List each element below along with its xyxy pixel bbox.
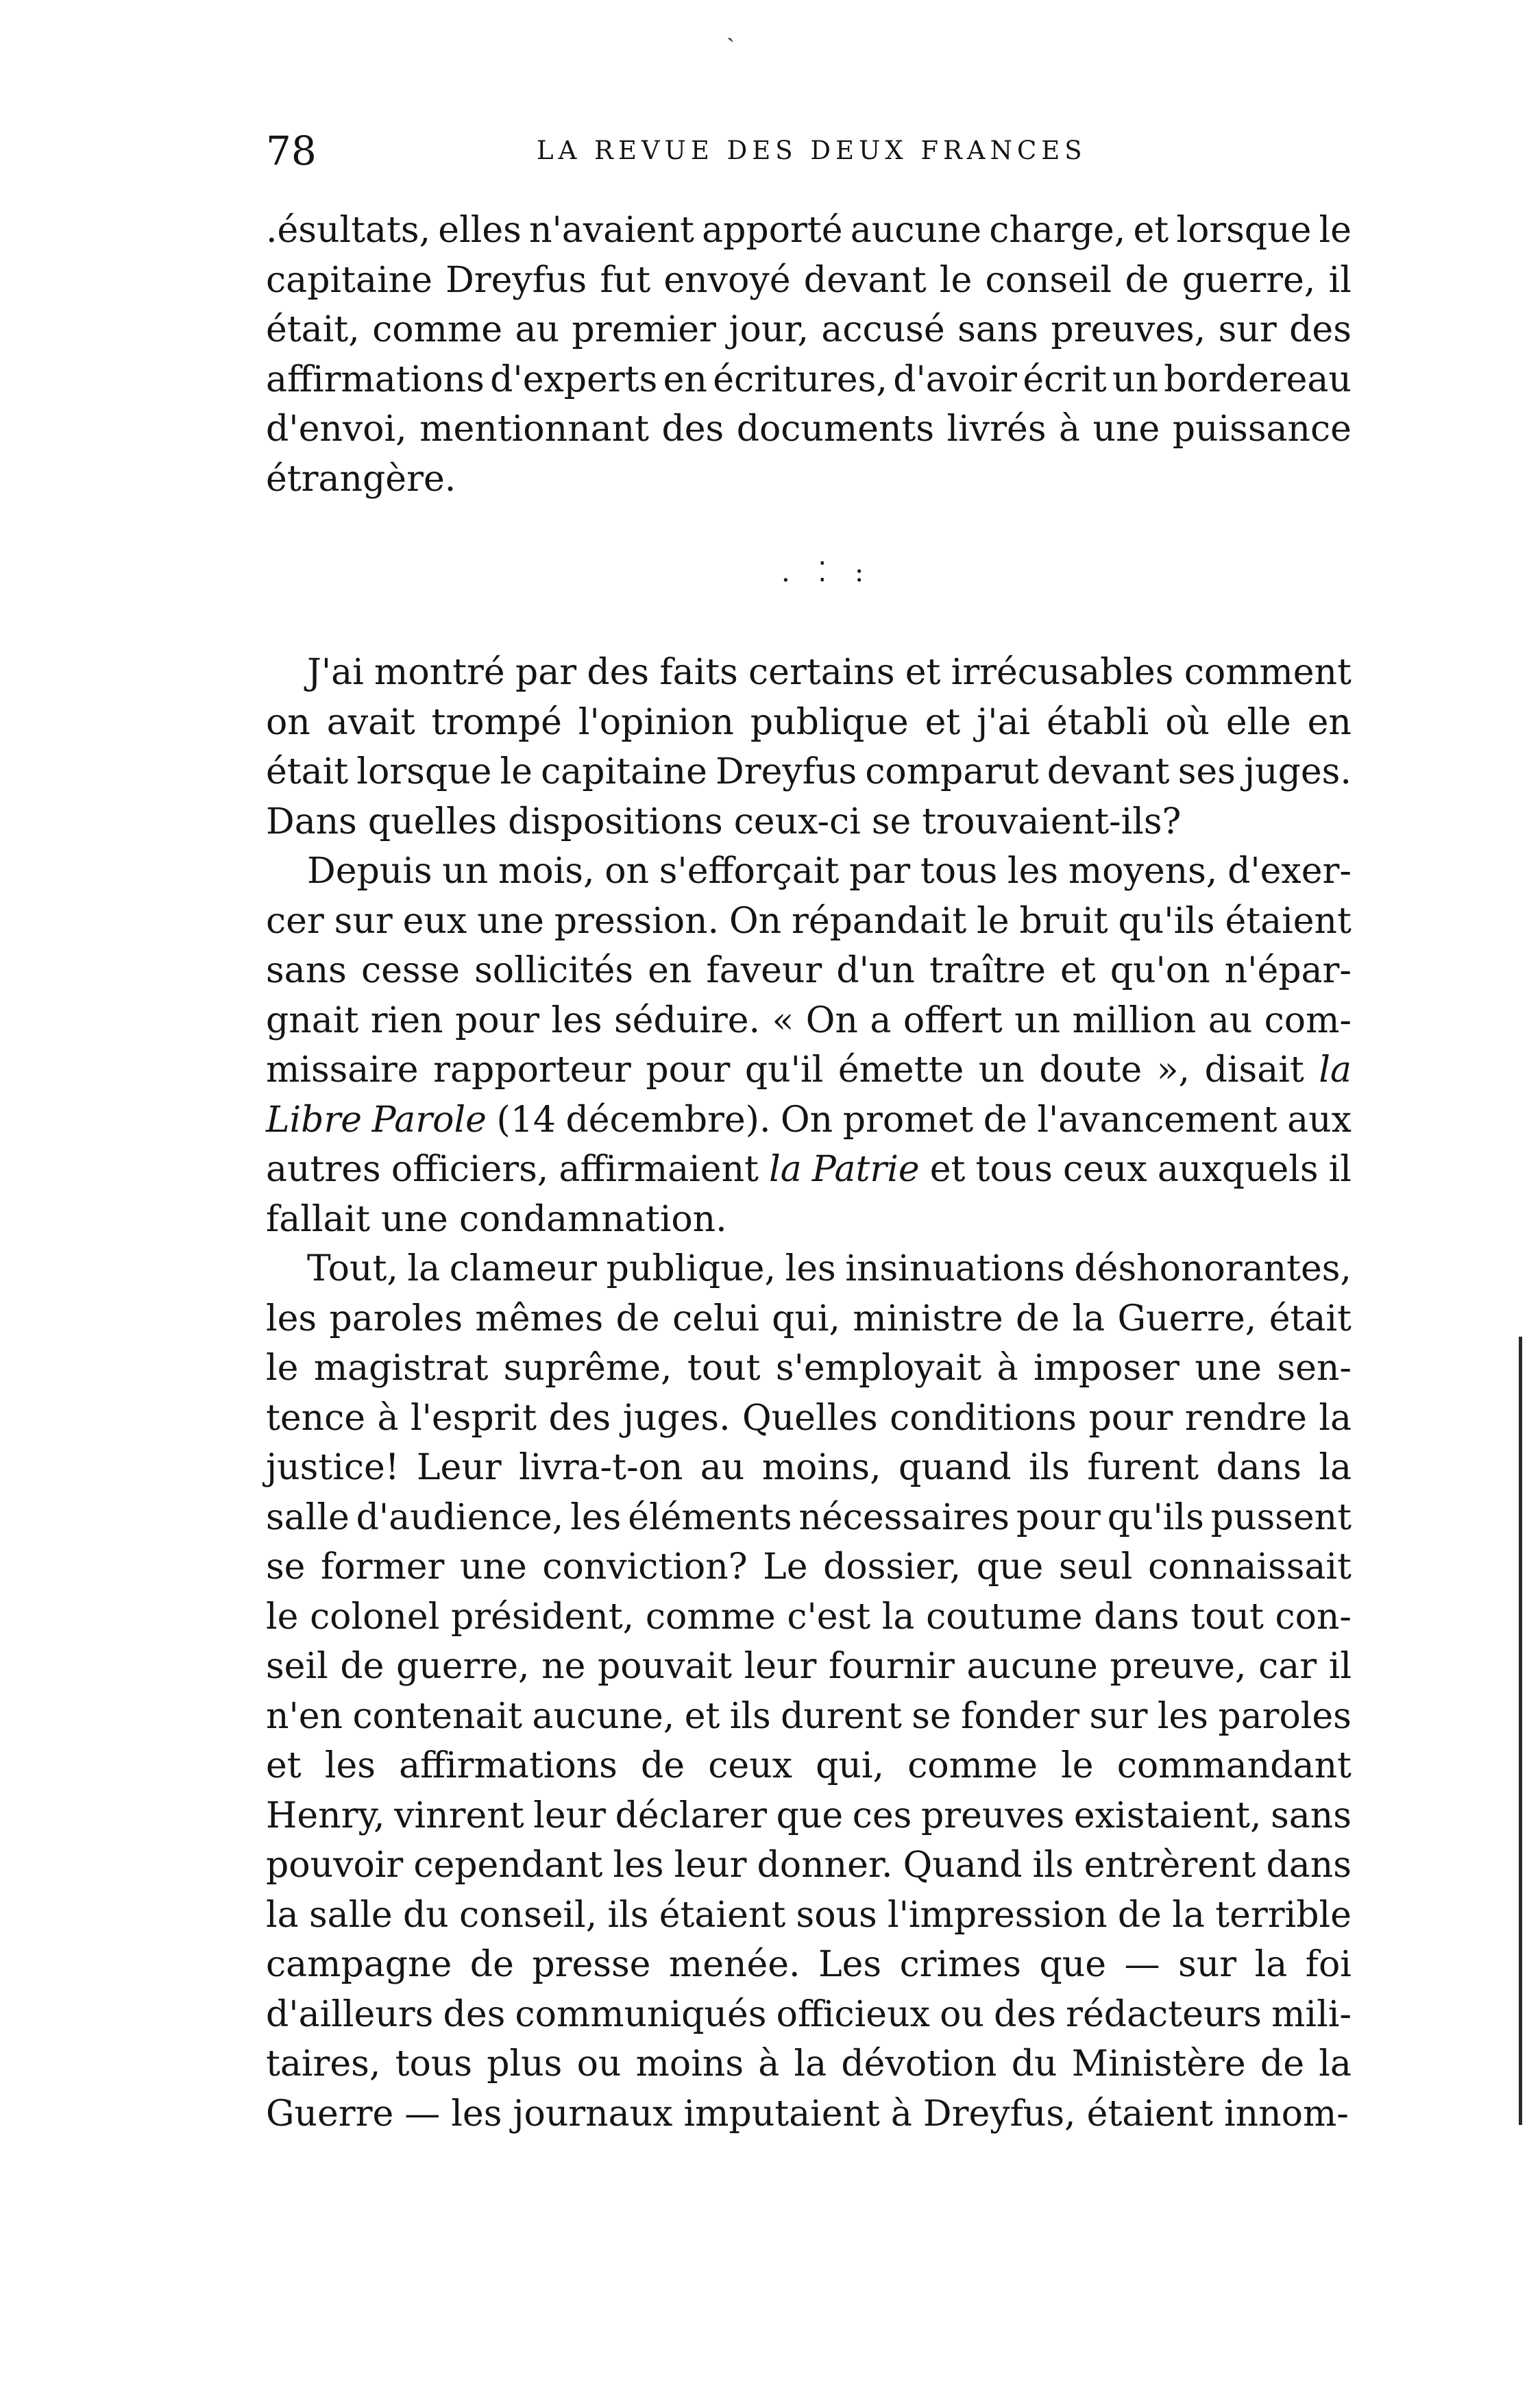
text-line: d'envoi, mentionnant des documents livrés à une puissance xyxy=(266,409,1352,450)
text-line: le colonel président, comme c'est la coutume dans tout con- xyxy=(266,1596,1352,1638)
text-line: cer sur eux une pression. On répandait le bruit qu'ils étaient xyxy=(266,900,1352,942)
text-line: seil de guerre, ne pouvait leur fournir aucune preuve, car il xyxy=(266,1646,1352,1687)
text-line: on avait trompé l'opinion publique et j'ai établi où elle en xyxy=(266,701,1352,743)
page-number: 78 xyxy=(266,127,317,174)
text-line: pouvoir cependant les leur donner. Quand ils entrèrent dans xyxy=(266,1845,1352,1886)
text-line: .ésultats, elles n'avaient apporté aucune charge, et lorsque le xyxy=(266,210,1352,251)
text-line: était, comme au premier jour, accusé sans preuves, sur des xyxy=(266,309,1352,350)
text-line: tence à l'esprit des juges. Quelles conditions pour rendre la xyxy=(266,1397,1352,1439)
section-break: . ⁚ : xyxy=(781,557,874,588)
text-line: la salle du conseil, ils étaient sous l'impression de la terrible xyxy=(266,1894,1352,1936)
text-line: justice! Leur livra-t-on au moins, quand ils furent dans la xyxy=(266,1447,1352,1488)
text-line: était lorsque le capitaine Dreyfus comparut devant ses juges. xyxy=(266,751,1352,792)
paragraph-1 xyxy=(266,206,1352,504)
text-line: étrangère. xyxy=(266,458,456,500)
text-line: affirmations d'experts en écritures, d'avoir écrit un bordereau xyxy=(266,359,1352,400)
text-line: les paroles mêmes de celui qui, ministre de la Guerre, était xyxy=(266,1298,1352,1339)
text-line: et les affirmations de ceux qui, comme le commandant xyxy=(266,1745,1352,1786)
text-line: taires, tous plus ou moins à la dévotion du Ministère de la xyxy=(266,2043,1352,2085)
running-title: LA REVUE DES DEUX FRANCES xyxy=(537,136,1087,165)
text-line: n'en contenait aucune, et ils durent se fonder sur les paroles xyxy=(266,1695,1352,1737)
text-line: missaire rapporteur pour qu'il émette un doute », disait la xyxy=(266,1049,1352,1091)
text-line: Libre Parole (14 décembre). On promet de l'avancement aux xyxy=(266,1099,1352,1141)
text-line: capitaine Dreyfus fut envoyé devant le conseil de guerre, il xyxy=(266,259,1352,301)
text-line: se former une conviction? Le dossier, que seul connaissait xyxy=(266,1546,1352,1588)
text-line: gnait rien pour les séduire. « On a offert un million au com- xyxy=(266,999,1352,1041)
text-line: autres officiers, affirmaient la Patrie et tous ceux auxquels il xyxy=(266,1149,1352,1190)
text-line: Henry, vinrent leur déclarer que ces preuves existaient, sans xyxy=(266,1795,1352,1836)
text-line: Depuis un mois, on s'efforçait par tous les moyens, d'exer- xyxy=(307,851,1352,892)
text-line: campagne de presse menée. Les crimes que — sur la foi xyxy=(266,1944,1352,1985)
page-edge-shadow xyxy=(1519,1337,1522,2125)
paragraph-3 xyxy=(266,847,1352,1244)
paragraph-4 xyxy=(266,1244,1352,2139)
text-line: le magistrat suprême, tout s'employait à imposer une sen- xyxy=(266,1348,1352,1389)
text-line: sans cesse sollicités en faveur d'un traître et qu'on n'épar- xyxy=(266,950,1352,991)
paragraph-2 xyxy=(266,648,1352,847)
text-line: Guerre — les journaux imputaient à Dreyfus, étaient innom- xyxy=(266,2093,1349,2135)
page-header xyxy=(266,123,1352,178)
text-line: fallait une condamnation. xyxy=(266,1198,727,1240)
text-line: salle d'audience, les éléments nécessaires pour qu'ils pussent xyxy=(266,1496,1352,1538)
text-line: J'ai montré par des faits certains et irrécusables comment xyxy=(307,652,1352,693)
text-line: d'ailleurs des communiqués officieux ou des rédacteurs mili- xyxy=(266,1993,1352,2035)
text-line: Dans quelles dispositions ceux-ci se trouvaient-ils? xyxy=(266,801,1182,842)
text-line: Tout, la clameur publique, les insinuations déshonorantes, xyxy=(307,1248,1352,1289)
page-specks: ˎ xyxy=(726,14,735,42)
